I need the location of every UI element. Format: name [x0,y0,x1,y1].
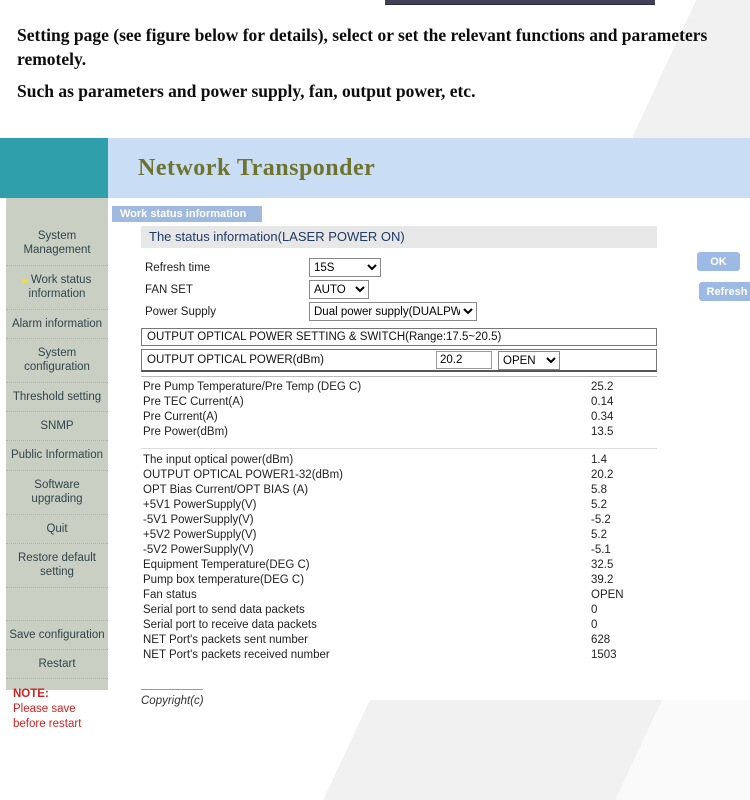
output-power-setting-box: OUTPUT OPTICAL POWER SETTING & SWITCH(Range:17.5~20.5) [141,328,657,346]
status-value: 1.4 [591,454,607,466]
note-title: NOTE: [13,688,49,701]
sidebar-item-snmp[interactable]: SNMP [6,412,108,441]
status-row [141,483,657,498]
status-row [141,453,657,468]
sidebar-item-restart[interactable]: Restart [6,650,108,679]
tab-strip [112,204,262,220]
ok-button[interactable]: OK [697,252,740,271]
status-label: -5V2 PowerSupply(V) [143,544,254,556]
status-row [141,498,657,513]
status-row [141,513,657,528]
status-label: Pre Power(dBm) [143,426,228,438]
status-value: 20.2 [591,469,614,481]
active-arrow-icon: ▶ [22,275,29,285]
status-label: Serial port to send data packets [143,604,305,616]
main-content [141,226,657,707]
status-label: The input optical power(dBm) [143,454,294,466]
status-row [141,410,657,425]
sidebar-item-public-information[interactable]: Public Information [6,441,108,470]
refresh-time-select[interactable] [309,258,381,277]
fan-set-select[interactable] [309,280,369,299]
refresh-time-row [141,257,657,278]
status-table-group2 [141,448,657,663]
status-value: 0 [591,604,598,616]
page-title: Network Transponder [138,154,376,181]
top-partial-bar [385,0,655,5]
status-value: 5.8 [591,484,607,496]
power-supply-label: Power Supply [145,305,216,318]
status-label: +5V2 PowerSupply(V) [143,529,257,541]
sidebar-item-save-configuration[interactable]: Save configuration [6,620,108,650]
status-label: Equipment Temperature(DEG C) [143,559,310,571]
intro-paragraph-2: Such as parameters and power supply, fan, output power, etc. [17,81,476,102]
note-line2: before restart [13,718,82,731]
sidebar-menu [6,222,108,679]
status-value: 5.2 [591,499,607,511]
status-value: OPEN [591,589,624,601]
refresh-button[interactable]: Refresh [699,282,750,301]
status-row [141,633,657,648]
output-power-label: OUTPUT OPTICAL POWER(dBm) [147,354,324,366]
status-row [141,395,657,410]
sidebar-nav [6,198,108,731]
sidebar-item-system-configuration[interactable]: System configuration [6,339,108,383]
main-panel [108,198,750,707]
status-row [141,603,657,618]
status-label: Pre Pump Temperature/Pre Temp (DEG C) [143,381,362,393]
status-label: Pump box temperature(DEG C) [143,574,305,586]
status-row [141,468,657,483]
sidebar-item-quit[interactable]: Quit [6,515,108,544]
status-row [141,380,657,395]
status-value: -5.1 [591,544,611,556]
section-title-bar: The status information(LASER POWER ON) [141,226,657,248]
intro-paragraph-1: Setting page (see figure below for details), select or set the relevant functions and parameters remotely. [17,25,708,69]
status-value: 5.2 [591,529,607,541]
status-value: -5.2 [591,514,611,526]
status-value: 25.2 [591,381,614,393]
status-row [141,573,657,588]
status-row [141,528,657,543]
status-label: OPT Bias Current/OPT BIAS (A) [143,484,309,496]
intro-text [17,24,733,104]
sidebar-note [6,679,108,732]
settings-form [141,257,657,322]
status-label: -5V1 PowerSupply(V) [143,514,254,526]
status-label: Pre TEC Current(A) [143,396,244,408]
sidebar-item-software-upgrading[interactable]: Software upgrading [6,471,108,515]
output-power-row [141,349,657,372]
sidebar-item-system-management[interactable]: System Management [6,222,108,266]
sidebar-item-work-status[interactable]: ▶ Work status information [6,266,108,310]
tab-work-status-information[interactable]: Work status information [112,206,262,222]
status-row [141,588,657,603]
header-teal-block [0,138,108,198]
sidebar-item-restore-default[interactable]: Restore default setting [6,544,108,588]
status-label: Pre Current(A) [143,411,218,423]
copyright-block [141,689,657,707]
status-label: +5V1 PowerSupply(V) [143,499,257,511]
copyright-text: Copyright(c) [141,695,204,707]
fan-set-row [141,279,657,300]
power-supply-row [141,301,657,322]
status-value: 1503 [591,649,617,661]
status-label: NET Port's packets sent number [143,634,308,646]
status-value: 0 [591,619,598,631]
status-label: Serial port to receive data packets [143,619,317,631]
note-line1: Please save [13,703,76,716]
status-value: 0.34 [591,411,614,423]
status-label: Fan status [143,589,197,601]
status-label: OUTPUT OPTICAL POWER1-32(dBm) [143,469,344,481]
refresh-time-label: Refresh time [145,261,211,274]
status-value: 628 [591,634,611,646]
sidebar-item-threshold-setting[interactable]: Threshold setting [6,383,108,412]
output-power-switch-select[interactable] [498,351,560,370]
status-row [141,425,657,440]
power-supply-select[interactable] [309,302,477,321]
status-value: 13.5 [591,426,614,438]
header-banner [108,138,750,198]
status-value: 32.5 [591,559,614,571]
status-value: 0.14 [591,396,614,408]
status-label: NET Port's packets received number [143,649,330,661]
status-row [141,618,657,633]
status-table-group1 [141,376,657,440]
output-power-input[interactable] [436,351,492,369]
copyright-divider [141,689,203,690]
sidebar-item-alarm-information[interactable]: Alarm information [6,310,108,339]
page-header [0,138,750,198]
status-row [141,648,657,663]
status-row [141,558,657,573]
fan-set-label: FAN SET [145,283,193,296]
status-value: 39.2 [591,574,614,586]
status-row [141,543,657,558]
